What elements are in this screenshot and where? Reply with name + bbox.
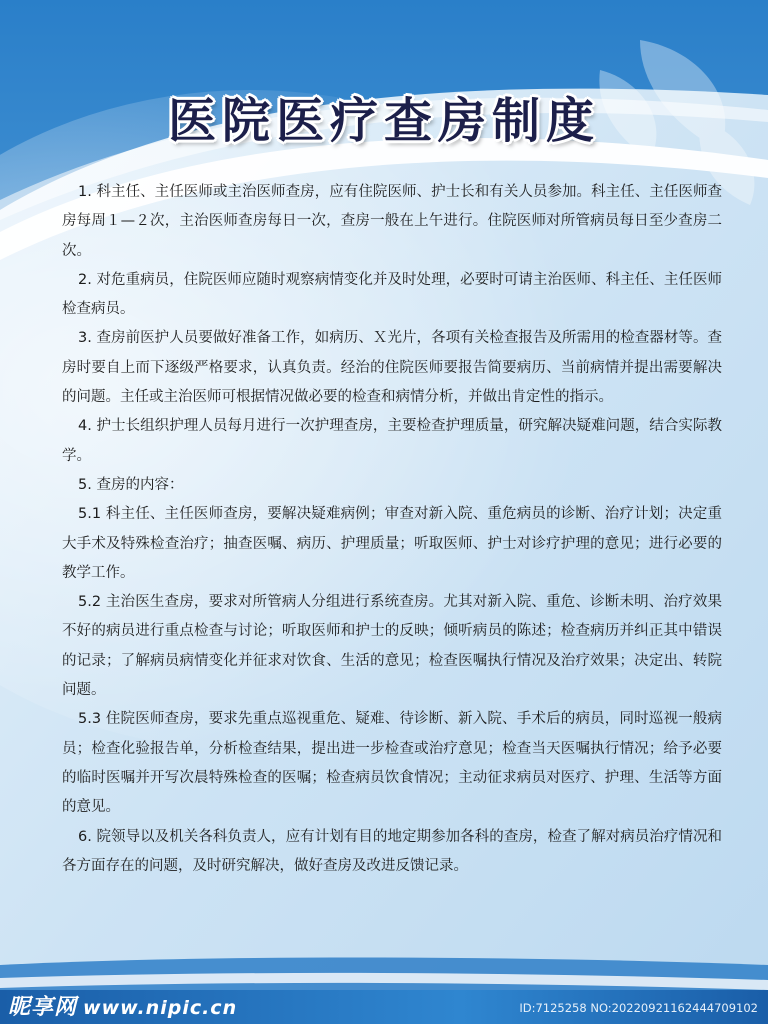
paragraph-5-2: 5.2 主治医生查房，要求对所管病人分组进行系统查房。尤其对新入院、重危、诊断未明、治疗效果不好的病员进行重点检查与讨论；听取医师和护士的反映；倾听病员的陈述；检查病历并纠正其中错误的记录；了解病员病情变化并征求对饮食、生活的意见；检查医嘱执行情况及治疗效果；决定出、转院问题。 [62,594,722,699]
paragraph-3: 3. 查房前医护人员要做好准备工作，如病历、Ｘ光片，各项有关检查报告及所需用的检查器材等。查房时要自上而下逐级严格要求，认真负责。经治的住院医师要报告简要病历、当前病情并提出需要解决的问题。主任或主治医师可根据情况做必要的检查和病情分析，并做出肯定性的指示。 [62,330,722,406]
paragraph-5-3: 5.3 住院医师查房，要求先重点巡视重危、疑难、待诊断、新入院、手术后的病员，同时巡视一般病员；检查化验报告单，分析检查结果，提出进一步检查或治疗意见；检查当天医嘱执行情况；给予必要的临时医嘱并开写次晨特殊检查的医嘱；检查病员饮食情况；主动征求病员对医疗、护理、生活等方面的意见。 [62,711,722,816]
paragraph-6: 6. 院领导以及机关各科负责人，应有计划有目的地定期参加各科的查房，检查了解对病员治疗情况和各方面存在的问题，及时研究解决，做好查房及改进反馈记录。 [62,828,722,874]
regulation-body [62,178,722,881]
watermark-logo [8,990,237,1021]
paragraph-4: 4. 护士长组织护理人员每月进行一次护理查房，主要检查护理质量，研究解决疑难问题，结合实际教学。 [62,418,722,464]
title-area [0,82,768,151]
watermark-url: www.nipic.cn [83,997,238,1019]
paragraph-5: 5. 查房的内容： [78,476,184,493]
page-title: 医院医疗查房制度 [167,93,600,149]
watermark-logo-text: 昵享网 [8,995,78,1020]
image-id-text: ID:7125258 NO:20220921162444709102 [519,1001,758,1015]
paragraph-1: 1. 科主任、主任医师或主治医师查房，应有住院医师、护士长和有关人员参加。科主任、主任医师查房每周１—２次，主治医师查房每日一次，查房一般在上午进行。住院医师对所管病员每日至少查房二次。 [62,184,722,259]
paragraph-2: 2. 对危重病员，住院医师应随时观察病情变化并及时处理，必要时可请主治医师、科主任、主任医师检查病员。 [62,271,722,318]
paragraph-5-1: 5.1 科主任、主任医师查房，要解决疑难病例；审查对新入院、重危病员的诊断、治疗计划；决定重大手术及特殊检查治疗；抽查医嘱、病历、护理质量；听取医师、护士对诊疗护理的意见；进行必要的教学工作。 [62,506,722,581]
